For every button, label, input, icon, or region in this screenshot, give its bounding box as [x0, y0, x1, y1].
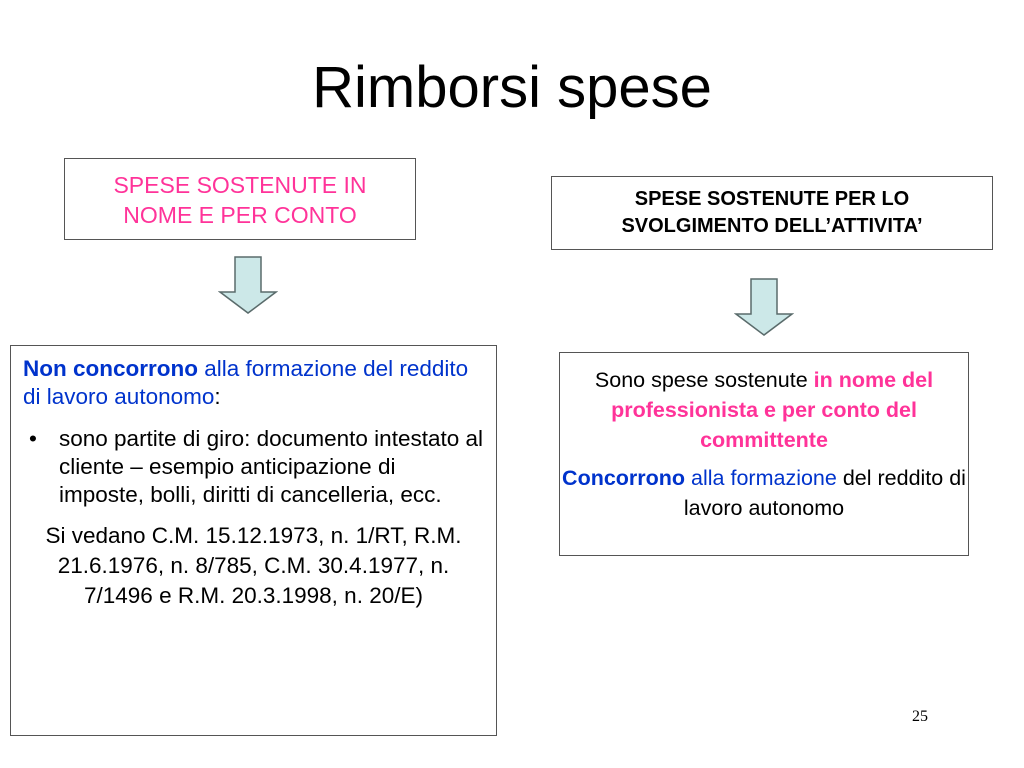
right-header-box [551, 176, 993, 250]
left-content-box [10, 345, 497, 736]
down-arrow-icon [734, 278, 794, 336]
right-p2-rest: del reddito di lavoro autonomo [683, 466, 966, 520]
left-header-line1: SPESE SOSTENUTE IN [113, 172, 367, 198]
references-text: Si vedano C.M. 15.12.1973, n. 1/RT, R.M. 21.6.1976, n. 8/785, C.M. 30.4.1977, n. 7/1496 e R.M. 20.3.1998, n. 20/E) [45, 523, 462, 608]
left-header-line2: NOME E PER CONTO [123, 202, 357, 228]
right-p2-bold: Concorrono [562, 466, 686, 490]
lead-text: alla formazione del reddito di lavoro autonomo [23, 356, 469, 409]
bullet-icon: • [29, 426, 37, 451]
left-lead-paragraph [23, 355, 484, 411]
right-p1-highlight: in nome del professionista e per conto del committente [611, 368, 934, 452]
right-p2-blue: alla formazione [685, 466, 837, 490]
left-header-box [64, 158, 416, 240]
down-arrow-icon [218, 256, 278, 314]
right-paragraph-2 [560, 463, 968, 523]
right-header-line2: SVOLGIMENTO DELL’ATTIVITA’ [621, 215, 923, 237]
right-p1-text: Sono spese sostenute [594, 368, 814, 392]
right-content-box [559, 352, 969, 556]
right-paragraph-1 [560, 365, 968, 455]
lead-colon: : [214, 384, 221, 409]
bullet-list-item [23, 425, 484, 509]
right-header-line1: SPESE SOSTENUTE PER LO [634, 188, 910, 210]
lead-bold-text: Non concorrono [23, 356, 198, 381]
slide-title: Rimborsi spese [312, 55, 712, 120]
page-number: 25 [912, 708, 928, 725]
bullet-text: sono partite di giro: documento intestato al cliente – esempio anticipazione di imposte, bolli, diritti di cancelleria, ecc. [59, 426, 484, 507]
